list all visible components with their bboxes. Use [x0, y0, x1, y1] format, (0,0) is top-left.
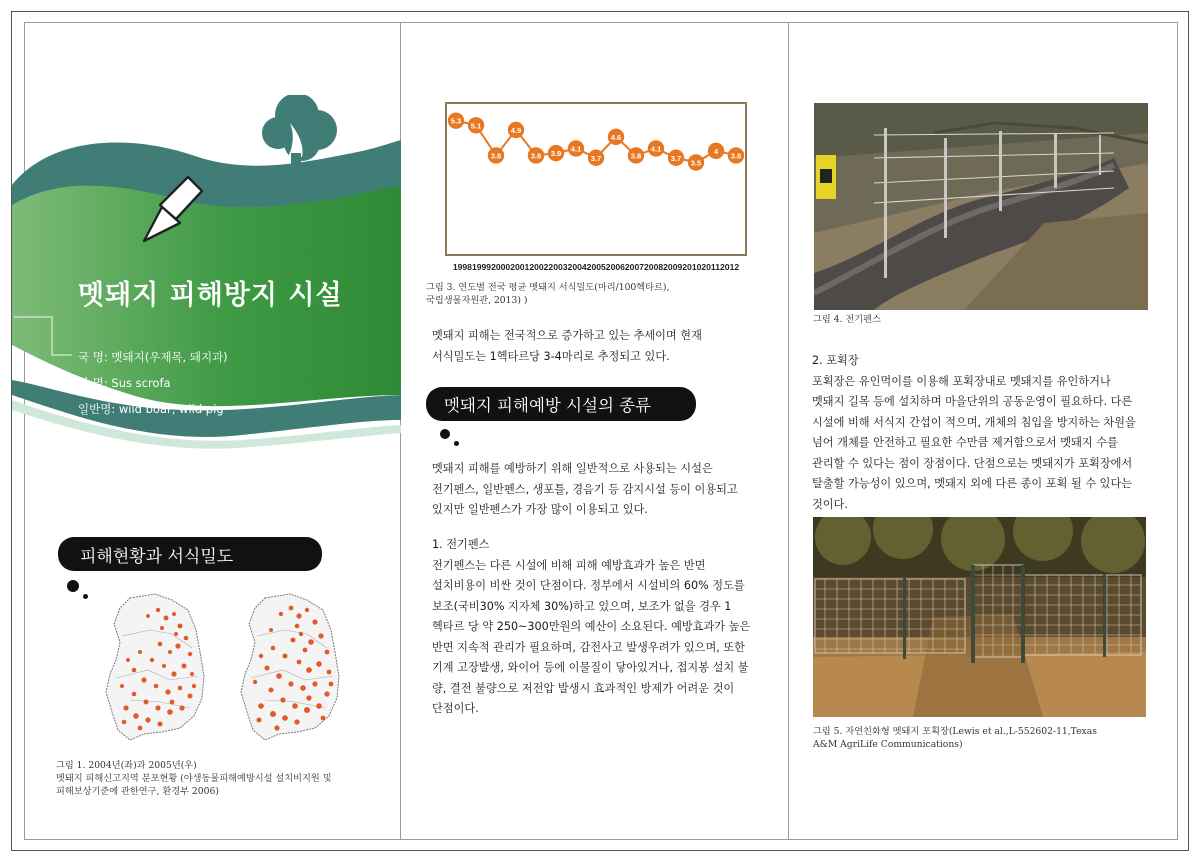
chart-data-label: 4.6 [610, 132, 622, 142]
chart-data-label: 3.8 [530, 151, 542, 161]
page-title: 멧돼지 피해방지 시설 [78, 280, 343, 311]
chart-frame [446, 103, 746, 255]
corral-trap-photo [813, 517, 1146, 717]
chart-data-label: 3.5 [690, 158, 702, 168]
chart-data-label: 3.9 [550, 149, 562, 159]
figure5-caption: 그림 5. 자연친화형 멧돼지 포획장(Lewis et al.,L-552602-11,Texas A&M AgriLife Communications) [813, 726, 1097, 750]
density-line-chart [444, 100, 749, 272]
bullet-dot-small [83, 594, 88, 599]
panel-divider-right [788, 22, 789, 840]
info-scientific-name: 학 명: Sus scrofa [78, 376, 171, 390]
chart-data-label: 3.8 [730, 151, 742, 161]
trap-heading: 2. 포획장 [812, 354, 859, 367]
chart-x-axis-labels: 199819992000200120022003200420052006200720082009201020112012 [452, 262, 740, 272]
chart-data-label: 4.1 [650, 144, 662, 154]
electric-fence-section: 1. 전기펜스 전기펜스는 다른 시설에 비해 피해 예방효과가 높은 반면 설치비용이 비싼 것이 단점이다. 정부에서 시설비의 60% 정도를 보조(국비30% 지자체 30%)하고 있으며, 보조가 없을 경우 1 헥타르 당 약 250~300만원의 예산이 소요된다. 예방효과가 높은 반면 지속적 관리가 필요하며, 감전사고 발생우려가 있으며, 또한 기계 고장발생, 와이어 등에 이물질이 닿아있거나, 접지봉 설치 불 량, 결전 불량으로 저전압 발생시 효과적인 방제가 어려운 것이 단점이다. [432, 535, 762, 720]
bullet-dot-small [454, 441, 459, 446]
info-korean-name: 국 명: 멧돼지(우제목, 돼지과) [78, 350, 228, 364]
chart-data-label: 3.7 [590, 153, 602, 163]
electric-fence-heading: 1. 전기펜스 [432, 538, 490, 551]
section-heading-damage: 피해현황과 서식밀도 [58, 537, 322, 571]
chart-data-label: 4.1 [570, 144, 582, 154]
bullet-dot [440, 429, 450, 439]
chart-data-label: 5.1 [470, 121, 482, 131]
density-paragraph: 멧돼지 피해는 전국적으로 증가하고 있는 추세이며 현재 서식밀도는 1헥타르당 3-4마리로 추정되고 있다. [432, 329, 702, 363]
chart-data-label: 3.8 [630, 151, 642, 161]
species-info [78, 344, 228, 422]
section-heading-facilities: 멧돼지 피해예방 시설의 종류 [426, 387, 696, 421]
chart-data-label: 5.3 [450, 116, 462, 126]
figure3-caption: 그림 3. 연도별 전국 평균 멧돼지 서식밀도(마리/100헥타르), 국립생물자원관, 2013) ) [426, 282, 670, 306]
map-2005 [235, 590, 355, 750]
info-common-name: 일반명: wild boar, wild pig [78, 402, 224, 416]
figure1-caption: 그림 1. 2004년(좌)과 2005년(우) 멧돼지 피해신고지역 분포현황 (야생동물피해예방시설 설치비지원 및 피해보상기준에 관한연구, 환경부 2006) [56, 760, 332, 797]
chart-data-label: 3.8 [490, 151, 502, 161]
bullet-dot [67, 580, 79, 592]
map-2004 [100, 590, 220, 750]
chart-data-label: 4.9 [510, 125, 522, 135]
chart-data-label: 3.7 [670, 153, 682, 163]
figure4-caption: 그림 4. 전기펜스 [813, 314, 881, 325]
tree-icon [262, 95, 337, 167]
trap-section: 2. 포획장 포획장은 유인먹이를 이용해 포획장내로 멧돼지를 유인하거나 멧돼지 길목 등에 설치하며 마을단위의 공동운영이 필요하다. 다른 시설에 비해 서식지 간섭이 적으며, 개체의 침입을 방지하는 차원을 넘어 개체를 안전하고 필요한 수만큼 제거함으로서 멧돼지 수를 관리할 수 있다는 점이 장점이다. 단점으로는 멧돼지가 포획장에서 탈출할 가능성이 있으며, 멧돼지 외에 다른 종이 포획 될 수 있다는 것이다. [812, 351, 1146, 515]
facilities-intro: 멧돼지 피해를 예방하기 위해 일반적으로 사용되는 시설은 전기펜스, 일반펜스, 생포틀, 경음기 등 감지시설 등이 이용되고 있지만 일반펜스가 가장 많이 이용되고 있다. [432, 462, 738, 516]
chart-data-label: 4 [713, 146, 719, 156]
electric-fence-photo [814, 103, 1148, 310]
